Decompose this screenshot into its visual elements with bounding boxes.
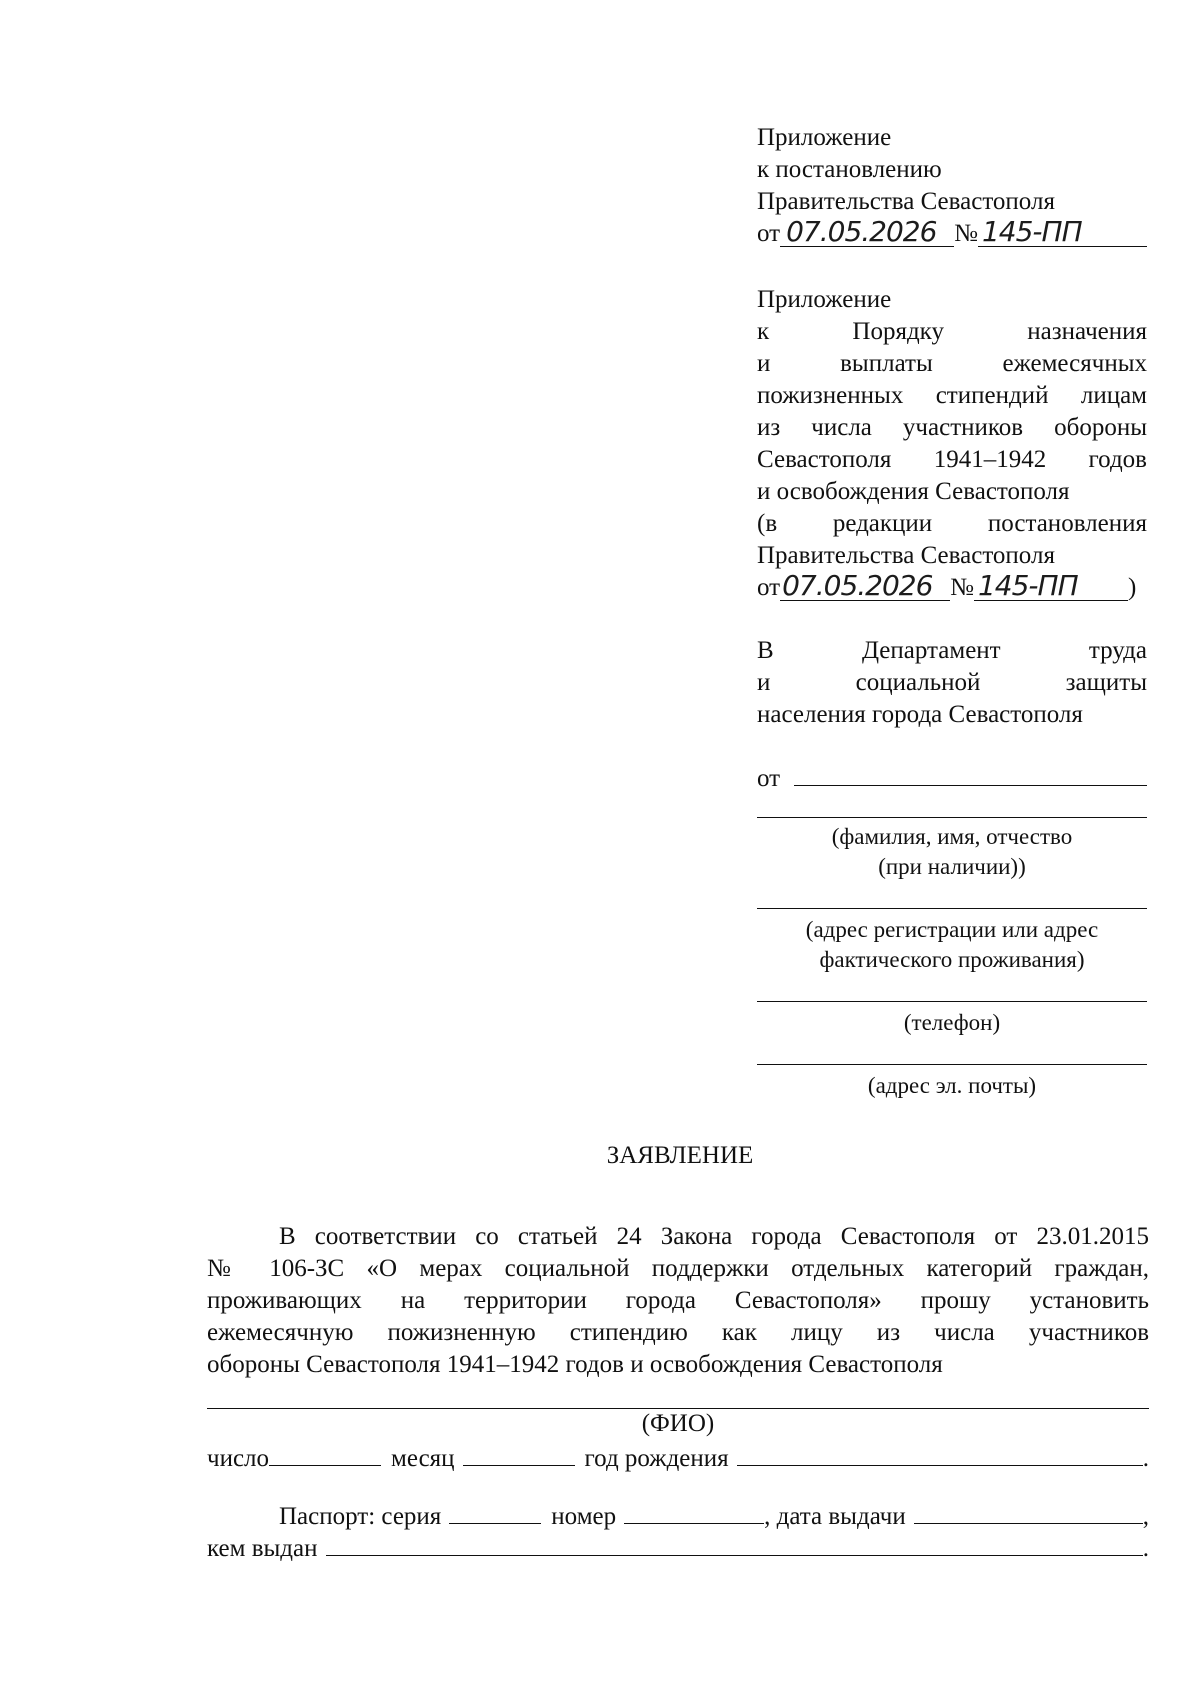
month-field[interactable] — [463, 1439, 575, 1466]
year-label: год рождения — [584, 1445, 729, 1472]
appendix-1-line-2: к постановлению — [757, 156, 942, 183]
addressee-line-1: В Департамент труда — [757, 637, 1147, 664]
handwritten-number: 145-ПП — [974, 572, 1128, 601]
birth-date-line — [207, 1439, 1149, 1475]
addressee-line-3: населения города Севастополя — [757, 701, 1083, 728]
appendix-2-line-2: и выплаты ежемесячных — [757, 350, 1147, 377]
addressee-line-2: и социальной защиты — [757, 669, 1147, 696]
issue-date-label: , дата выдачи — [764, 1503, 906, 1530]
applicant-from-label: от — [757, 765, 781, 792]
comma: , — [1142, 1503, 1149, 1530]
appendix-2-line-4: из числа участников обороны — [757, 414, 1147, 441]
passport-number-field[interactable] — [624, 1497, 764, 1524]
applicant-block — [757, 763, 1147, 1101]
form-section — [207, 1380, 1149, 1565]
number-label: № — [950, 574, 974, 601]
handwritten-date: 07.05.2026 — [780, 218, 954, 247]
passport-label: Паспорт: серия — [279, 1503, 442, 1530]
appendix-2-line-5: Севастополя 1941–1942 годов — [757, 446, 1147, 473]
day-label: число — [207, 1445, 270, 1472]
applicant-name-field[interactable] — [794, 763, 1147, 786]
handwritten-number: 145-ПП — [978, 218, 1147, 247]
appendix-2-line-8: Правительства Севастополя — [757, 542, 1055, 569]
caption-name-1: (фамилия, имя, отчество — [831, 824, 1073, 849]
passport-line — [207, 1497, 1149, 1533]
month-label: месяц — [391, 1445, 455, 1472]
appendix-2-date-line — [757, 569, 1147, 604]
caption-name-2: (при наличии)) — [878, 854, 1026, 879]
caption-email: (адрес эл. почты) — [867, 1073, 1037, 1098]
addressee-block — [757, 635, 1147, 731]
period: . — [1142, 1535, 1149, 1562]
issued-by-label: кем выдан — [207, 1535, 318, 1562]
caption-address-2: фактического проживания) — [819, 947, 1085, 972]
fio-caption: (ФИО) — [641, 1410, 715, 1437]
day-field[interactable] — [269, 1439, 381, 1466]
from-label: от — [757, 574, 781, 601]
issued-by-line — [207, 1533, 1149, 1565]
statement-body — [207, 1221, 1149, 1381]
appendix-2-line-6: и освобождения Севастополя — [757, 478, 1070, 505]
appendix-block-2 — [757, 284, 1147, 604]
caption-address-1: (адрес регистрации или адрес — [805, 917, 1099, 942]
statement-line-4: ежемесячную пожизненную стипендию как лицу из числа участников — [207, 1319, 1149, 1346]
from-label: от — [757, 220, 781, 247]
applicant-from-line — [757, 763, 1147, 795]
caption-phone: (телефон) — [903, 1010, 1001, 1035]
statement-line-1: В соответствии со статьей 24 Закона города Севастополя от 23.01.2015 — [279, 1223, 1149, 1250]
number-label: № — [954, 220, 978, 247]
appendix-1-date-line — [757, 215, 1147, 250]
appendix-1-line-3: Правительства Севастополя — [757, 188, 1055, 215]
fio-field[interactable] — [207, 1380, 1149, 1409]
appendix-2-line-1: к Порядку назначения — [757, 318, 1147, 345]
statement-title: ЗАЯВЛЕНИЕ — [606, 1142, 754, 1169]
applicant-phone-field[interactable] — [757, 975, 1147, 1002]
statement-line-5: обороны Севастополя 1941–1942 годов и освобождения Севастополя — [207, 1351, 943, 1378]
birth-year-field[interactable] — [737, 1443, 1143, 1466]
handwritten-date: 07.05.2026 — [780, 572, 950, 601]
appendix-block-1 — [757, 122, 1147, 250]
statement-line-2: № 106-ЗС «О мерах социальной поддержки отдельных категорий граждан, — [207, 1255, 1149, 1282]
appendix-2-line-3: пожизненных стипендий лицам — [757, 382, 1147, 409]
appendix-1-line-1: Приложение — [757, 124, 892, 151]
statement-line-3: проживающих на территории города Севастополя» прошу установить — [207, 1287, 1149, 1314]
passport-series-field[interactable] — [449, 1497, 541, 1524]
issued-by-field[interactable] — [326, 1533, 1143, 1556]
passport-number-label: номер — [551, 1503, 617, 1530]
issue-date-field[interactable] — [914, 1501, 1143, 1524]
closing-paren: ) — [1127, 574, 1137, 601]
applicant-address-field[interactable] — [757, 882, 1147, 909]
appendix-2-title: Приложение — [757, 286, 892, 313]
appendix-2-line-7: (в редакции постановления — [757, 510, 1147, 537]
period: . — [1142, 1445, 1149, 1472]
applicant-name-field-2[interactable] — [757, 795, 1147, 818]
applicant-email-field[interactable] — [757, 1038, 1147, 1065]
